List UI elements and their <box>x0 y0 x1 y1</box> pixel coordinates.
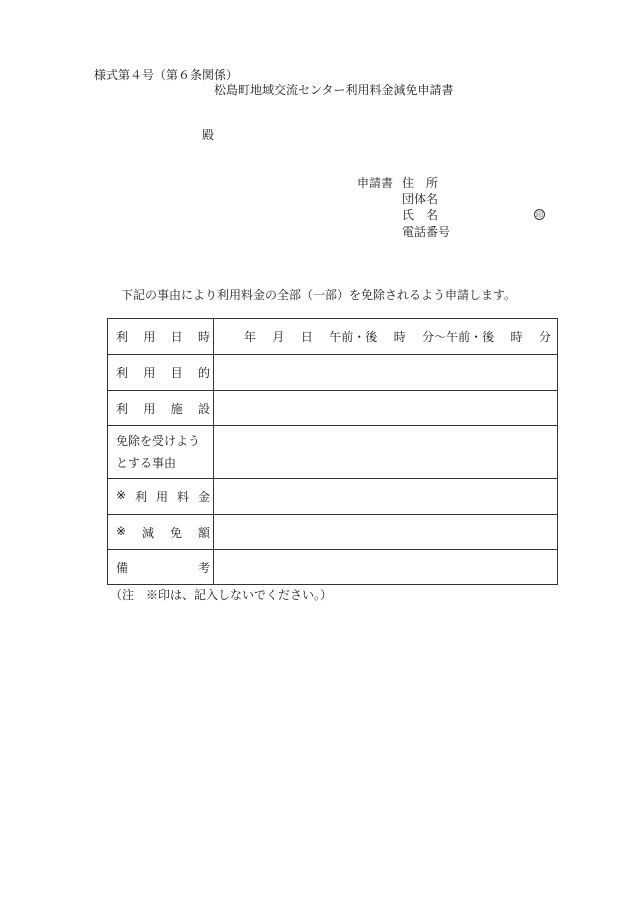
label-char: 用 <box>143 366 156 380</box>
label-char: 利 <box>135 490 148 504</box>
row-datetime <box>108 319 558 355</box>
field-datetime[interactable] <box>214 319 558 355</box>
label-purpose <box>108 355 214 391</box>
label-char: 的 <box>197 366 210 380</box>
label-facility <box>108 391 214 426</box>
row-remarks <box>108 550 558 585</box>
form-number: 様式第４号（第６条関係） <box>94 68 239 82</box>
label-char: 免 <box>169 525 182 540</box>
label-char: 日 <box>170 330 183 344</box>
end-hour-unit: 時 <box>510 330 523 344</box>
label-reason: 免除を受けようとする事由 <box>108 426 214 479</box>
start-hour-unit: 時 <box>393 330 406 344</box>
label-char: 利 <box>116 401 129 416</box>
field-purpose[interactable] <box>214 355 558 391</box>
row-reduction <box>108 515 558 550</box>
label-char: 利 <box>116 366 129 380</box>
year-unit: 年 <box>244 330 257 344</box>
label-datetime <box>108 319 214 355</box>
row-facility <box>108 391 558 426</box>
label-char: ※ <box>116 488 127 502</box>
label-char: 施 <box>170 401 183 416</box>
field-remarks[interactable] <box>214 550 558 585</box>
start-minute-to-end-ampm: 分〜午前・後 <box>422 330 495 344</box>
label-char: 金 <box>197 490 210 504</box>
label-reduction <box>108 515 214 550</box>
start-ampm: 午前・後 <box>329 330 378 344</box>
label-char: 用 <box>156 490 169 504</box>
field-reduction <box>214 515 558 550</box>
label-char: 用 <box>143 330 156 344</box>
day-unit: 日 <box>300 330 313 344</box>
applicant-group-label: 団体名 <box>402 192 439 206</box>
applicant-label: 申請書 <box>357 176 394 190</box>
applicant-name-label: 氏 名 <box>402 208 439 222</box>
label-char: 額 <box>197 525 210 540</box>
label-char: 目 <box>170 366 183 380</box>
addressee-suffix: 殿 <box>202 128 215 142</box>
label-char: 考 <box>197 560 210 575</box>
applicant-address-label: 住 所 <box>402 176 439 190</box>
label-char: 設 <box>197 401 210 416</box>
month-unit: 月 <box>272 330 285 344</box>
label-char: 時 <box>197 330 210 344</box>
row-purpose <box>108 355 558 391</box>
label-char: 利 <box>116 330 129 344</box>
label-remarks <box>108 550 214 585</box>
end-minute-unit: 分 <box>538 330 551 344</box>
footnote: （注 ※印は、記入しないでください。） <box>110 588 333 602</box>
application-table <box>107 318 558 585</box>
field-reason[interactable] <box>214 426 558 479</box>
row-fee <box>108 479 558 515</box>
label-char: 減 <box>142 525 155 540</box>
label-char: 備 <box>116 560 129 575</box>
applicant-phone-label: 電話番号 <box>402 225 451 239</box>
field-facility[interactable] <box>214 391 558 426</box>
request-statement: 下記の事由により利用料金の全部（一部）を免除されるよう申請します。 <box>121 288 517 302</box>
label-char: 料 <box>177 490 190 504</box>
form-title: 松島町地域交流センター利用料金減免申請書 <box>214 83 454 97</box>
field-fee <box>214 479 558 515</box>
seal-mark: 印 <box>536 210 543 219</box>
row-reason <box>108 426 558 479</box>
label-fee <box>108 479 214 515</box>
label-char: ※ <box>116 523 127 538</box>
label-char: 用 <box>143 401 156 416</box>
